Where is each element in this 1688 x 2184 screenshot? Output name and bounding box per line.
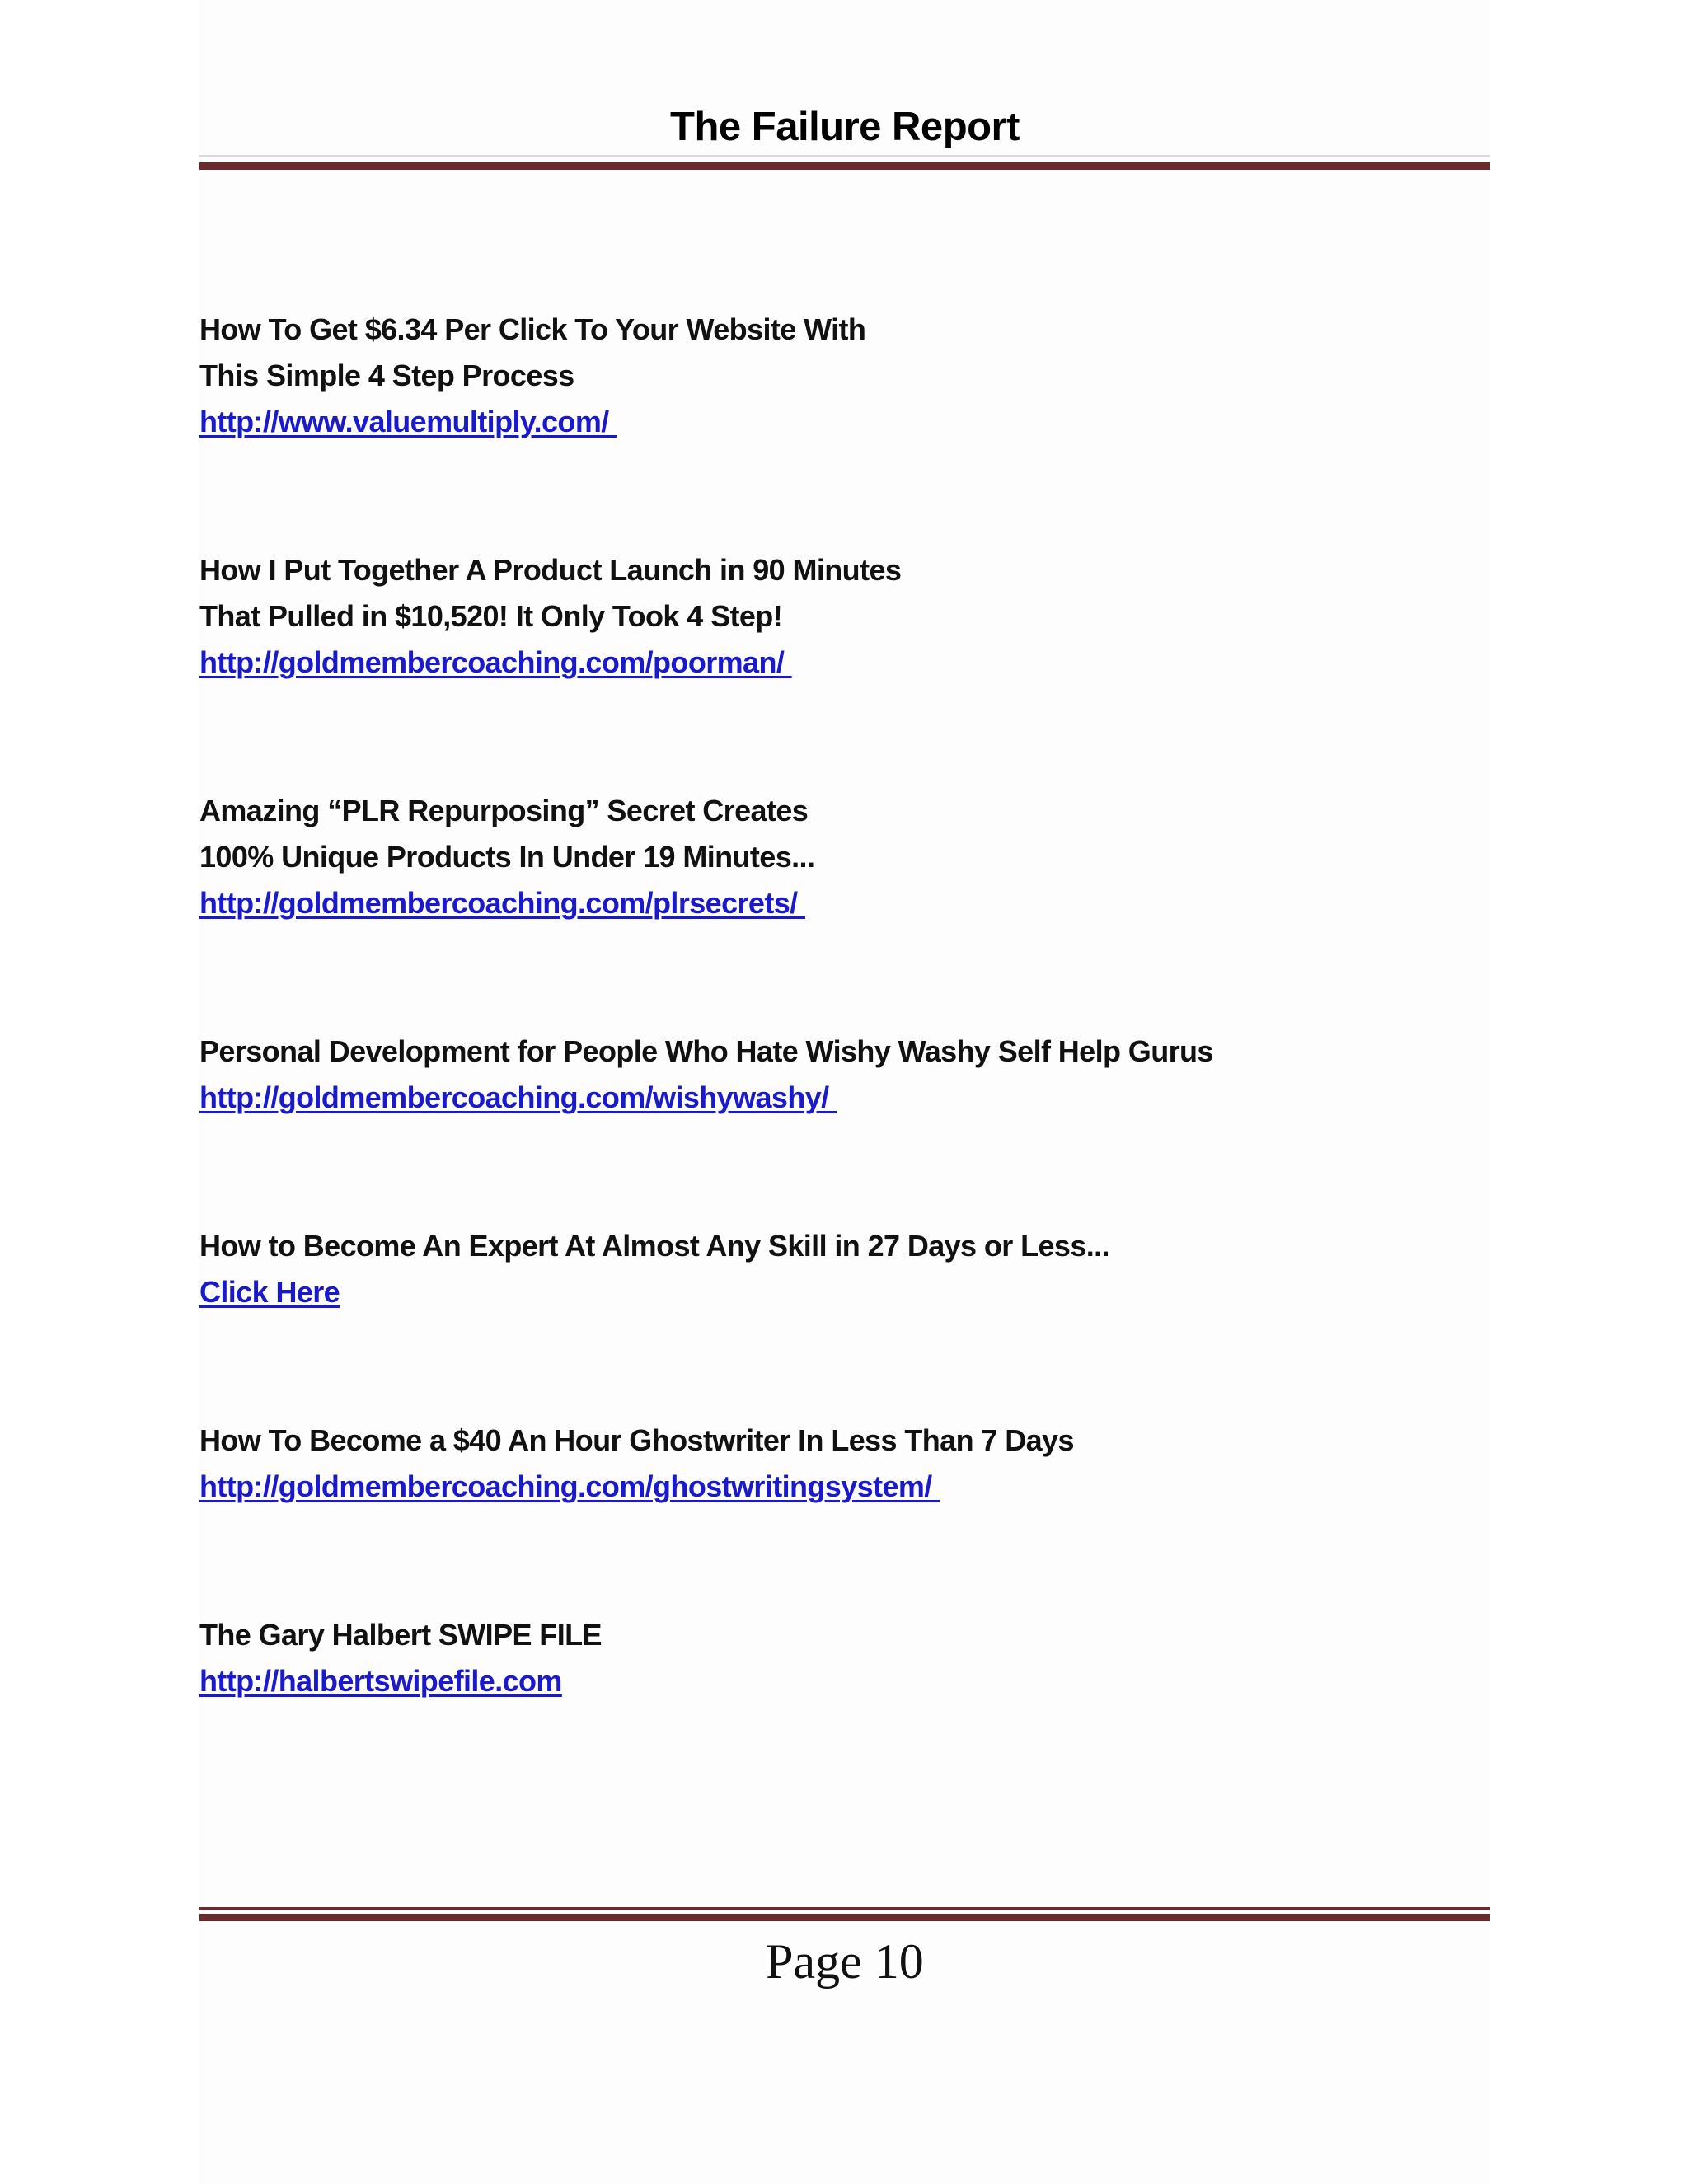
list-item (199, 788, 1490, 926)
click-here-link[interactable]: Click Here (199, 1275, 340, 1309)
page-number: Page 10 (766, 1934, 924, 1989)
entry-title-line: How I Put Together A Product Launch in 90 Minutes (199, 553, 902, 587)
entry-link[interactable]: http://goldmembercoaching.com/plrsecrets/ (199, 886, 805, 920)
list-item (199, 1612, 1490, 1704)
list-item (199, 1223, 1490, 1315)
entry-title-line: How to Become An Expert At Almost Any Skill in 27 Days or Less... (199, 1229, 1109, 1263)
entry-title-line: Amazing “PLR Repurposing” Secret Creates (199, 794, 809, 827)
footer-rule (199, 1914, 1490, 1921)
list-item (199, 1029, 1490, 1121)
entry-title-line: The Gary Halbert SWIPE FILE (199, 1618, 602, 1652)
entry-link[interactable]: http://halbertswipefile.com (199, 1664, 562, 1698)
entry-link[interactable]: http://goldmembercoaching.com/wishywashy/ (199, 1080, 837, 1114)
entry-title-line: How To Get $6.34 Per Click To Your Website With (199, 312, 866, 346)
list-item (199, 307, 1490, 445)
link-list (199, 307, 1490, 1704)
entry-link[interactable]: http://goldmembercoaching.com/poorman/ (199, 645, 792, 679)
entry-title-line: That Pulled in $10,520! It Only Took 4 Step! (199, 599, 783, 633)
entry-title-line: How To Become a $40 An Hour Ghostwriter In Less Than 7 Days (199, 1423, 1074, 1457)
page-title: The Failure Report (670, 105, 1020, 149)
page-header (199, 97, 1490, 157)
entry-title-line: Personal Development for People Who Hate Wishy Washy Self Help Gurus (199, 1034, 1213, 1068)
list-item (199, 1418, 1490, 1510)
footer-rule-thin (199, 1907, 1490, 1910)
entry-link[interactable]: http://goldmembercoaching.com/ghostwritingsystem/ (199, 1469, 940, 1503)
entry-title-line: 100% Unique Products In Under 19 Minutes... (199, 840, 815, 874)
header-rule-thin (199, 155, 1490, 157)
entry-title-line: This Simple 4 Step Process (199, 359, 574, 392)
header-rule (199, 162, 1490, 170)
entry-link[interactable]: http://www.valuemultiply.com/ (199, 405, 617, 438)
list-item (199, 547, 1490, 686)
